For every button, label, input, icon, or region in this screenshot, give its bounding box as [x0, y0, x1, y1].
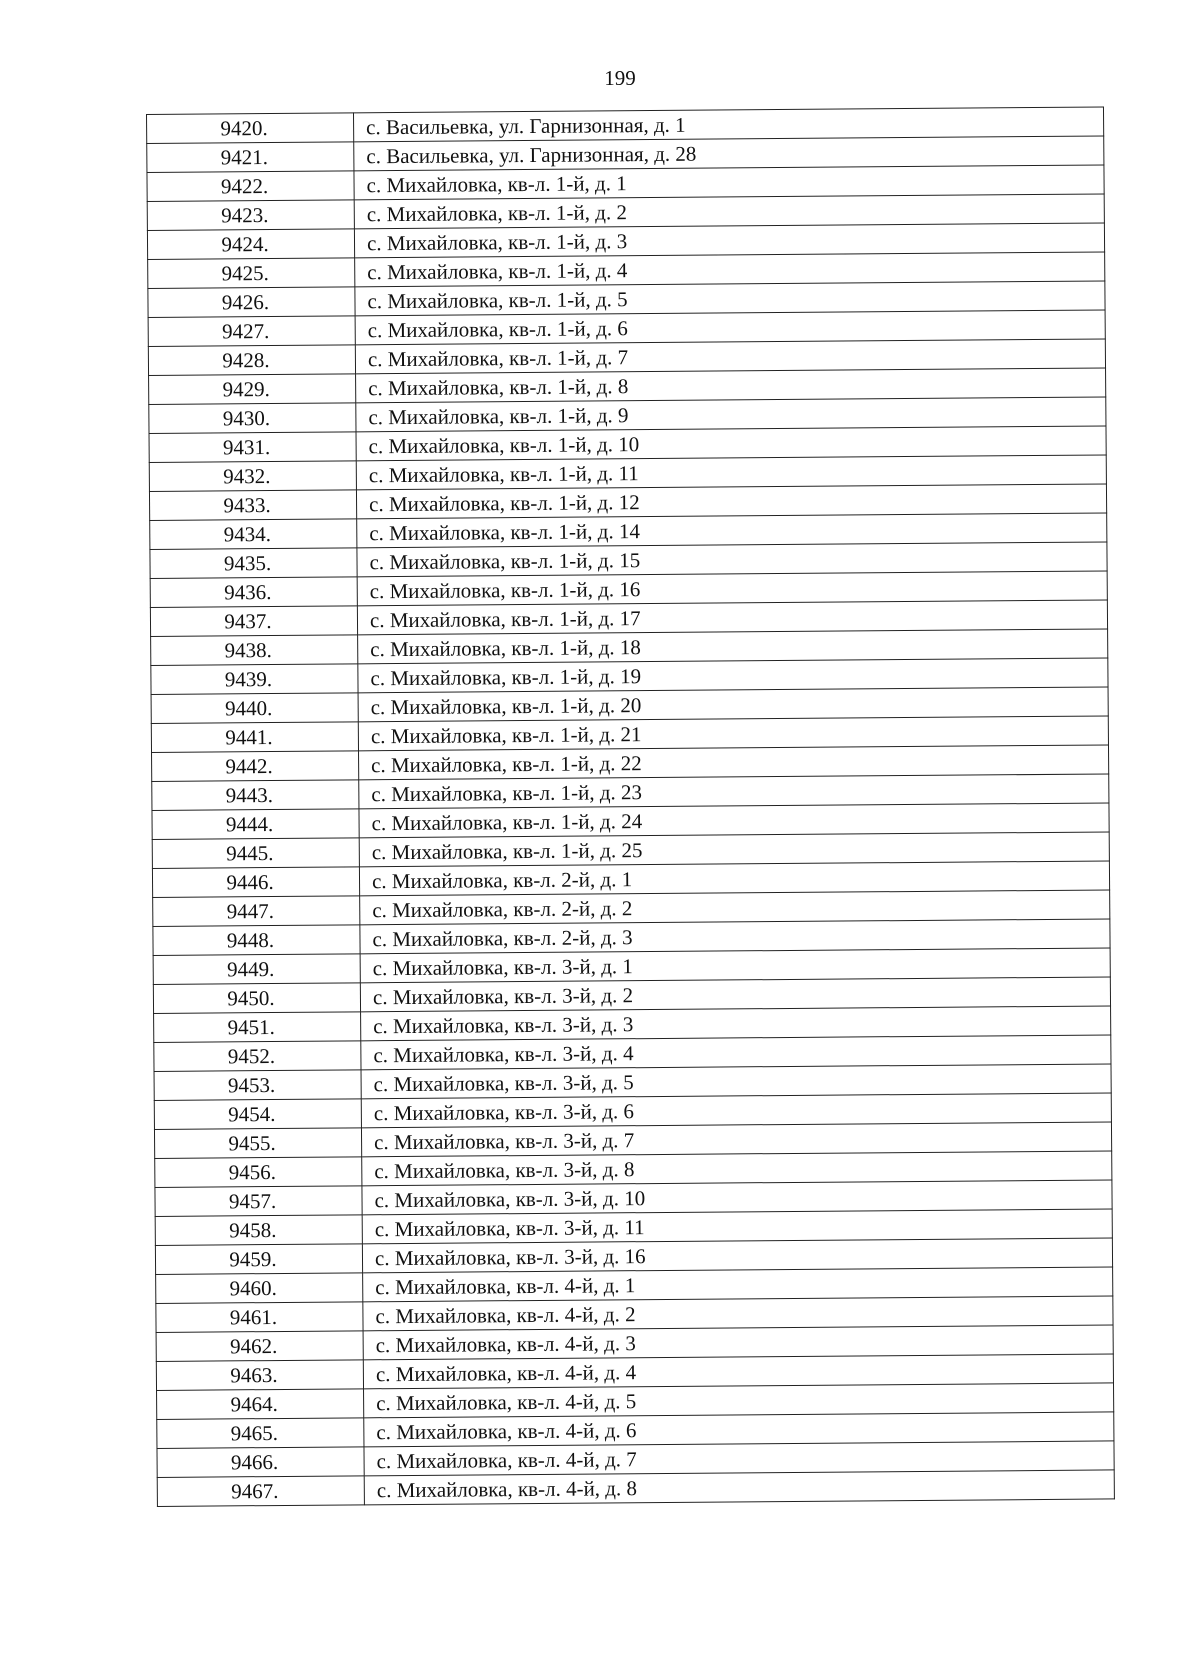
row-address: с. Михайловка, кв-л. 1-й, д. 20 — [358, 687, 1108, 722]
row-number: 9436. — [150, 577, 357, 608]
row-number: 9446. — [152, 867, 359, 898]
row-address: с. Михайловка, кв-л. 1-й, д. 25 — [359, 832, 1109, 867]
row-number: 9439. — [151, 664, 358, 695]
row-address: с. Михайловка, кв-л. 1-й, д. 1 — [354, 165, 1104, 200]
row-number: 9458. — [155, 1215, 362, 1246]
row-address: с. Михайловка, кв-л. 3-й, д. 16 — [362, 1238, 1112, 1273]
row-address: с. Михайловка, кв-л. 1-й, д. 6 — [355, 310, 1105, 345]
row-number: 9442. — [152, 751, 359, 782]
row-number: 9438. — [151, 635, 358, 666]
row-number: 9431. — [149, 432, 356, 463]
row-number: 9430. — [149, 403, 356, 434]
row-number: 9456. — [155, 1157, 362, 1188]
row-address: с. Михайловка, кв-л. 1-й, д. 21 — [358, 716, 1108, 751]
row-number: 9455. — [154, 1128, 361, 1159]
row-address: с. Михайловка, кв-л. 2-й, д. 1 — [359, 861, 1109, 896]
row-address: с. Михайловка, кв-л. 3-й, д. 10 — [362, 1180, 1112, 1215]
row-number: 9427. — [148, 316, 355, 347]
row-address: с. Михайловка, кв-л. 1-й, д. 24 — [359, 803, 1109, 838]
table-row — [157, 1470, 1114, 1507]
row-address: с. Михайловка, кв-л. 1-й, д. 7 — [355, 339, 1105, 374]
row-address: с. Михайловка, кв-л. 1-й, д. 11 — [356, 455, 1106, 490]
address-table-body — [147, 107, 1115, 1506]
row-number: 9450. — [153, 983, 360, 1014]
row-number: 9447. — [153, 896, 360, 927]
row-address: с. Михайловка, кв-л. 1-й, д. 2 — [354, 194, 1104, 229]
row-number: 9467. — [157, 1476, 364, 1507]
page-number: 199 — [604, 66, 636, 90]
row-number: 9425. — [148, 258, 355, 289]
row-number: 9426. — [148, 287, 355, 318]
row-number: 9459. — [155, 1244, 362, 1275]
row-address: с. Михайловка, кв-л. 3-й, д. 6 — [361, 1093, 1111, 1128]
row-address: с. Михайловка, кв-л. 1-й, д. 17 — [357, 600, 1107, 635]
row-address: с. Михайловка, кв-л. 3-й, д. 8 — [362, 1151, 1112, 1186]
row-number: 9444. — [152, 809, 359, 840]
row-number: 9460. — [156, 1273, 363, 1304]
row-number: 9432. — [149, 461, 356, 492]
row-address: с. Михайловка, кв-л. 1-й, д. 9 — [356, 397, 1106, 432]
row-number: 9420. — [147, 113, 354, 144]
row-address: с. Михайловка, кв-л. 4-й, д. 4 — [363, 1354, 1113, 1389]
row-address: с. Михайловка, кв-л. 4-й, д. 1 — [363, 1267, 1113, 1302]
row-number: 9453. — [154, 1070, 361, 1101]
row-number: 9452. — [154, 1041, 361, 1072]
row-address: с. Михайловка, кв-л. 3-й, д. 3 — [361, 1006, 1111, 1041]
row-address: с. Михайловка, кв-л. 4-й, д. 5 — [364, 1383, 1114, 1418]
row-address: с. Васильевка, ул. Гарнизонная, д. 1 — [353, 107, 1103, 142]
row-address: с. Васильевка, ул. Гарнизонная, д. 28 — [354, 136, 1104, 171]
row-number: 9463. — [156, 1360, 363, 1391]
row-address: с. Михайловка, кв-л. 3-й, д. 11 — [362, 1209, 1112, 1244]
row-address: с. Михайловка, кв-л. 4-й, д. 7 — [364, 1441, 1114, 1476]
row-number: 9422. — [147, 171, 354, 202]
row-address: с. Михайловка, кв-л. 3-й, д. 1 — [360, 948, 1110, 983]
row-address: с. Михайловка, кв-л. 4-й, д. 6 — [364, 1412, 1114, 1447]
address-table — [146, 106, 1115, 1506]
row-number: 9433. — [149, 490, 356, 521]
row-number: 9428. — [148, 345, 355, 376]
row-number: 9421. — [147, 142, 354, 173]
row-number: 9466. — [157, 1447, 364, 1478]
row-address: с. Михайловка, кв-л. 2-й, д. 2 — [360, 890, 1110, 925]
row-address: с. Михайловка, кв-л. 1-й, д. 16 — [357, 571, 1107, 606]
row-address: с. Михайловка, кв-л. 4-й, д. 8 — [364, 1470, 1114, 1505]
row-number: 9440. — [151, 693, 358, 724]
row-number: 9434. — [150, 519, 357, 550]
row-number: 9464. — [157, 1389, 364, 1420]
row-number: 9454. — [154, 1099, 361, 1130]
row-number: 9448. — [153, 925, 360, 956]
row-address: с. Михайловка, кв-л. 1-й, д. 12 — [356, 484, 1106, 519]
row-address: с. Михайловка, кв-л. 3-й, д. 7 — [361, 1122, 1111, 1157]
row-number: 9429. — [149, 374, 356, 405]
row-address: с. Михайловка, кв-л. 4-й, д. 2 — [363, 1296, 1113, 1331]
row-number: 9462. — [156, 1331, 363, 1362]
row-number: 9457. — [155, 1186, 362, 1217]
row-address: с. Михайловка, кв-л. 3-й, д. 2 — [360, 977, 1110, 1012]
row-number: 9437. — [150, 606, 357, 637]
row-address: с. Михайловка, кв-л. 1-й, д. 19 — [358, 658, 1108, 693]
row-number: 9449. — [153, 954, 360, 985]
row-number: 9423. — [147, 200, 354, 231]
row-address: с. Михайловка, кв-л. 3-й, д. 5 — [361, 1064, 1111, 1099]
row-number: 9461. — [156, 1302, 363, 1333]
row-address: с. Михайловка, кв-л. 1-й, д. 23 — [359, 774, 1109, 809]
row-address: с. Михайловка, кв-л. 4-й, д. 3 — [363, 1325, 1113, 1360]
row-address: с. Михайловка, кв-л. 3-й, д. 4 — [361, 1035, 1111, 1070]
row-number: 9441. — [151, 722, 358, 753]
row-address: с. Михайловка, кв-л. 1-й, д. 3 — [354, 223, 1104, 258]
row-address: с. Михайловка, кв-л. 1-й, д. 5 — [355, 281, 1105, 316]
row-address: с. Михайловка, кв-л. 1-й, д. 4 — [355, 252, 1105, 287]
row-address: с. Михайловка, кв-л. 1-й, д. 14 — [357, 513, 1107, 548]
row-number: 9465. — [157, 1418, 364, 1449]
row-number: 9445. — [152, 838, 359, 869]
row-address: с. Михайловка, кв-л. 1-й, д. 8 — [356, 368, 1106, 403]
row-address: с. Михайловка, кв-л. 1-й, д. 22 — [359, 745, 1109, 780]
row-address: с. Михайловка, кв-л. 1-й, д. 15 — [357, 542, 1107, 577]
row-number: 9435. — [150, 548, 357, 579]
row-number: 9451. — [154, 1012, 361, 1043]
row-address: с. Михайловка, кв-л. 2-й, д. 3 — [360, 919, 1110, 954]
row-address: с. Михайловка, кв-л. 1-й, д. 10 — [356, 426, 1106, 461]
row-address: с. Михайловка, кв-л. 1-й, д. 18 — [358, 629, 1108, 664]
row-number: 9424. — [147, 229, 354, 260]
row-number: 9443. — [152, 780, 359, 811]
